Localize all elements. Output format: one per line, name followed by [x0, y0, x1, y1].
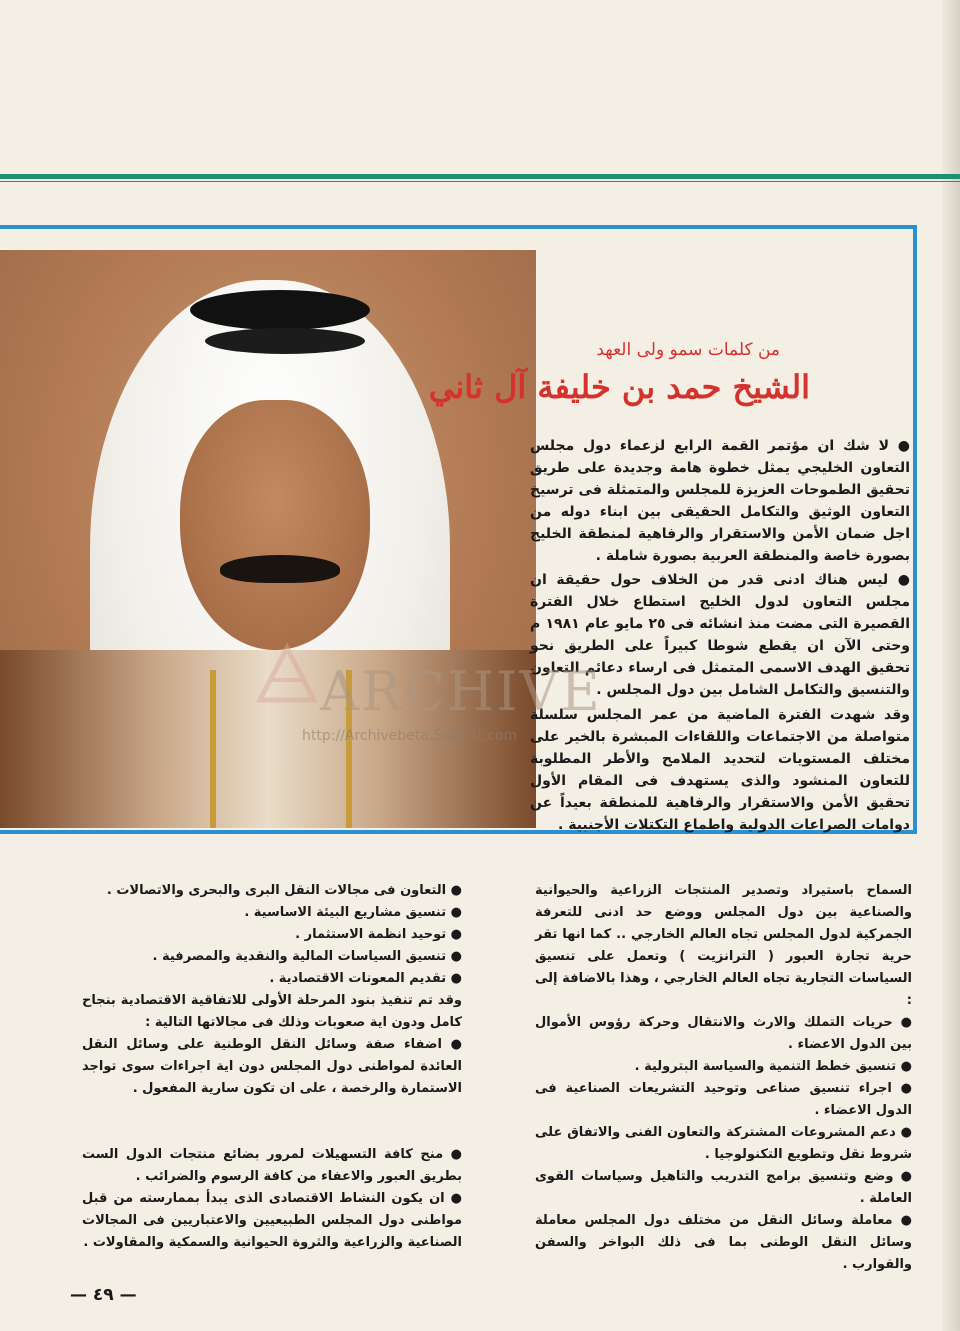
watermark-url: http://Archivebeta.Sakhrit.com [302, 728, 518, 744]
list-item: وقد تم تنفيذ بنود المرحلة الأولى للاتفاقية الاقتصادية بنجاح كامل ودون اية صعوبات وذلك فى مجالاتها التالية : [82, 993, 462, 1030]
list-item: ● وضع وتنسيق برامج التدريب والتاهيل وسياسات القوى العاملة . [535, 1169, 912, 1206]
right-column [535, 880, 912, 1276]
archive-logo-icon [252, 640, 322, 710]
list-item: ● منح كافة التسهيلات لمرور بضائع منتجات الدول الست بطريق العبور والاعفاء من كافة الرسوم والضرائب . [82, 1147, 462, 1184]
agal-top [190, 290, 370, 330]
top-blue-rule [0, 181, 960, 182]
list-item: ● تنسيق مشاريع البيئة الاساسية . [244, 905, 462, 920]
kicker: من كلمات سمو ولى العهد [596, 340, 780, 360]
face [180, 400, 370, 650]
list-item: ● تقديم المعونات الاقتصادية . [269, 971, 462, 986]
intro-paragraph-1: ● لا شك ان مؤتمر القمة الرابع لزعماء دول مجلس التعاون الخليجي يمثل خطوة هامة وجديدة على طريق تحقيق الطموحات العزيزة للمجلس والمتمثلة فى ترسيخ التعاون الوثيق والتكامل الحقيقى بين ابناء دوله من اجل ضمان الأمن والاستقرار والرفاهية لمنطقة الخليج بصورة خاصة والمنطقة العربية بصورة شاملة . [530, 438, 910, 564]
page-edge [942, 0, 960, 1331]
list-item: ● توحيد انظمة الاستثمار . [295, 927, 462, 942]
list-item: ● تنسيق خطط التنمية والسياسة البترولية . [634, 1059, 912, 1074]
left-column [82, 880, 462, 1254]
page-number: — ٤٩ — [70, 1285, 137, 1305]
list-item: ● معاملة وسائل النقل من مختلف دول المجلس معاملة وسائل النقل الوطنى بما فى ذلك البواخر والسفن والقوارب . [535, 1213, 912, 1272]
spacer [82, 1100, 462, 1122]
list-item: السماح باستيراد وتصدير المنتجات الزراعية والحيوانية والصناعية بين دول المجلس ووضع حد ادنى للتعرفة الجمركية لدول المجلس تجاه العالم الخارجي .. كما انها تقر حرية تجارة العبور ( الترانزيت ) وتعمل على تنسيق السياسات التجارية تجاه العالم الخارجي ، وهذا بالاضافة إلى : [535, 883, 912, 1008]
watermark-brand: ARCHIVE [320, 660, 602, 723]
top-green-rule [0, 174, 960, 179]
intro-paragraph-2: ● ليس هناك ادنى قدر من الخلاف حول حقيقة ان مجلس التعاون لدول الخليج استطاع خلال الفترة القصيرة التى مضت منذ انشائه فى ٢٥ مايو عام ١٩٨١ م وحتى الآن ان يقطع شوطا كبيراً على الطريق نحو تحقيق الهدف الاسمى المتمثل فى ارساء دعائم التعاون والتنسيق والتكامل الشامل بين دول المجلس . [530, 572, 910, 698]
list-item: ● دعم المشروعات المشتركة والتعاون الفنى والاتفاق على شروط نقل وتطويع التكنولوجيا . [535, 1125, 912, 1162]
list-item: ● التعاون فى مجالات النقل البرى والبحرى والاتصالات . [106, 883, 462, 898]
list-item: ● حريات التملك والارث والانتقال وحركة رؤوس الأموال بين الدول الاعضاء . [535, 1015, 912, 1052]
list-item: ● ان يكون النشاط الاقتصادى الذى يبدأ بممارسته من قبل مواطنى دول المجلس الطبيعيين والاعتباريين فى المجالات الصناعية والزراعية والثروة الحيوانية والسمكية والمقاولات . [82, 1191, 462, 1250]
spacer [82, 1122, 462, 1144]
list-item: ● اجراء تنسيق صناعى وتوحيد التشريعات الصناعية فى الدول الاعضاء . [535, 1081, 912, 1118]
mustache [220, 555, 340, 583]
agal-bottom [205, 328, 365, 354]
intro-paragraph-3: وقد شهدت الفترة الماضية من عمر المجلس سلسلة متواصلة من الاجتماعات واللقاءات المبشرة بالخير على مختلف المستويات لتحديد الملامح والأطر المطلوبة للتعاون المنشود والذى يستهدف فى المقام الأول تحقيق الأمن والاستقرار والرفاهية للمنطقة بعيداً عن دوامات الصراعات الدولية واطماع التكتلات الأجنبية . [530, 707, 910, 833]
list-item: ● اضفاء صفة وسائل النقل الوطنية على وسائل النقل العائدة لمواطنى دول المجلس دون اية اجراءات سوى تواجد الاستمارة والرخصة ، على ان تكون سارية المفعول . [82, 1037, 462, 1096]
headline-name: الشيخ حمد بن خليفة آل ثاني [428, 368, 810, 406]
list-item: ● تنسيق السياسات المالية والنقدية والمصرفية . [152, 949, 462, 964]
